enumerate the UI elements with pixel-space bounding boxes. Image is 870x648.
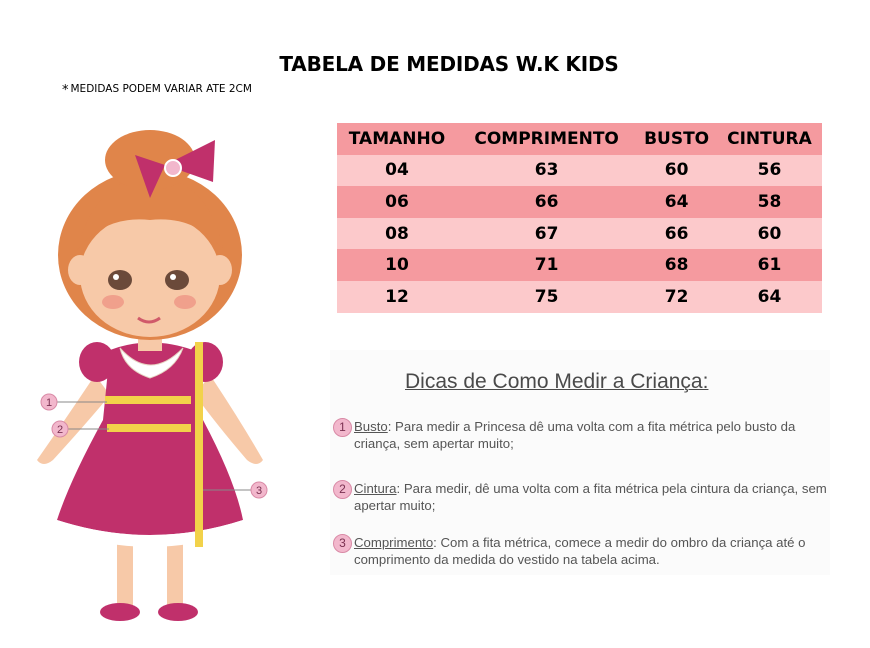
cell-comprimento: 75 [457, 281, 636, 313]
left-sleeve [79, 342, 115, 382]
left-leg [117, 540, 133, 608]
right-sleeve [187, 342, 223, 382]
cell-tamanho: 10 [337, 249, 457, 281]
cell-comprimento: 67 [457, 218, 636, 250]
tip-number-badge: 1 [333, 418, 352, 437]
note-asterisk: * [62, 83, 69, 98]
face [80, 213, 220, 337]
table-row [337, 249, 822, 281]
table-row [337, 186, 822, 218]
cell-tamanho: 04 [337, 155, 457, 187]
cell-cintura: 58 [717, 186, 822, 218]
cell-cintura: 61 [717, 249, 822, 281]
right-leg [167, 540, 183, 608]
label-2: 2 [56, 424, 64, 436]
right-eye-shine [170, 274, 176, 280]
tip-term: Comprimento [354, 535, 434, 550]
bow-knot [165, 160, 181, 176]
header-comprimento: COMPRIMENTO [457, 123, 636, 155]
cell-tamanho: 12 [337, 281, 457, 313]
cell-busto: 60 [636, 155, 717, 187]
tip-term: Busto [354, 419, 388, 434]
tip-term: Cintura [354, 481, 397, 496]
cell-busto: 64 [636, 186, 717, 218]
right-ear [208, 255, 232, 285]
table-row [337, 218, 822, 250]
note-text: MEDIDAS PODEM VARIAR ATE 2CM [70, 83, 252, 95]
tip-text: : Para medir a Princesa dê uma volta com a fita métrica pelo busto da criança, sem apertar muito; [354, 419, 796, 451]
girl-illustration [25, 120, 280, 630]
tip-text: : Para medir, dê uma volta com a fita métrica pela cintura da criança, sem apertar muito; [354, 481, 827, 513]
left-ear [68, 255, 92, 285]
table-row [337, 155, 822, 187]
left-eye [108, 270, 132, 290]
measurement-note [62, 83, 252, 98]
cell-cintura: 60 [717, 218, 822, 250]
right-cheek [174, 295, 196, 309]
table-header-row [337, 123, 822, 155]
tip-number-badge: 3 [333, 534, 352, 553]
cell-busto: 72 [636, 281, 717, 313]
bust-tape [105, 396, 191, 404]
header-cintura: CINTURA [717, 123, 822, 155]
label-1: 1 [45, 397, 53, 409]
right-shoe [158, 603, 198, 621]
cell-tamanho: 06 [337, 186, 457, 218]
left-cheek [102, 295, 124, 309]
cell-comprimento: 63 [457, 155, 636, 187]
tip-text: : Com a fita métrica, comece a medir do ombro da criança até o comprimento da medida do vestido na tabela acima. [354, 535, 806, 567]
cell-busto: 66 [636, 218, 717, 250]
cell-busto: 68 [636, 249, 717, 281]
label-3: 3 [255, 485, 263, 497]
header-tamanho: TAMANHO [337, 123, 457, 155]
cell-tamanho: 08 [337, 218, 457, 250]
cell-cintura: 64 [717, 281, 822, 313]
page-title: TABELA DE MEDIDAS W.K KIDS [279, 52, 619, 76]
size-table [337, 123, 822, 313]
table-row [337, 281, 822, 313]
tip-number-badge: 2 [333, 480, 352, 499]
cell-cintura: 56 [717, 155, 822, 187]
left-eye-shine [113, 274, 119, 280]
measuring-tips-panel [330, 350, 830, 575]
waist-tape [107, 424, 191, 432]
length-tape [195, 342, 203, 547]
right-eye [165, 270, 189, 290]
cell-comprimento: 71 [457, 249, 636, 281]
left-shoe [100, 603, 140, 621]
cell-comprimento: 66 [457, 186, 636, 218]
tips-title: Dicas de Como Medir a Criança: [405, 370, 709, 393]
header-busto: BUSTO [636, 123, 717, 155]
